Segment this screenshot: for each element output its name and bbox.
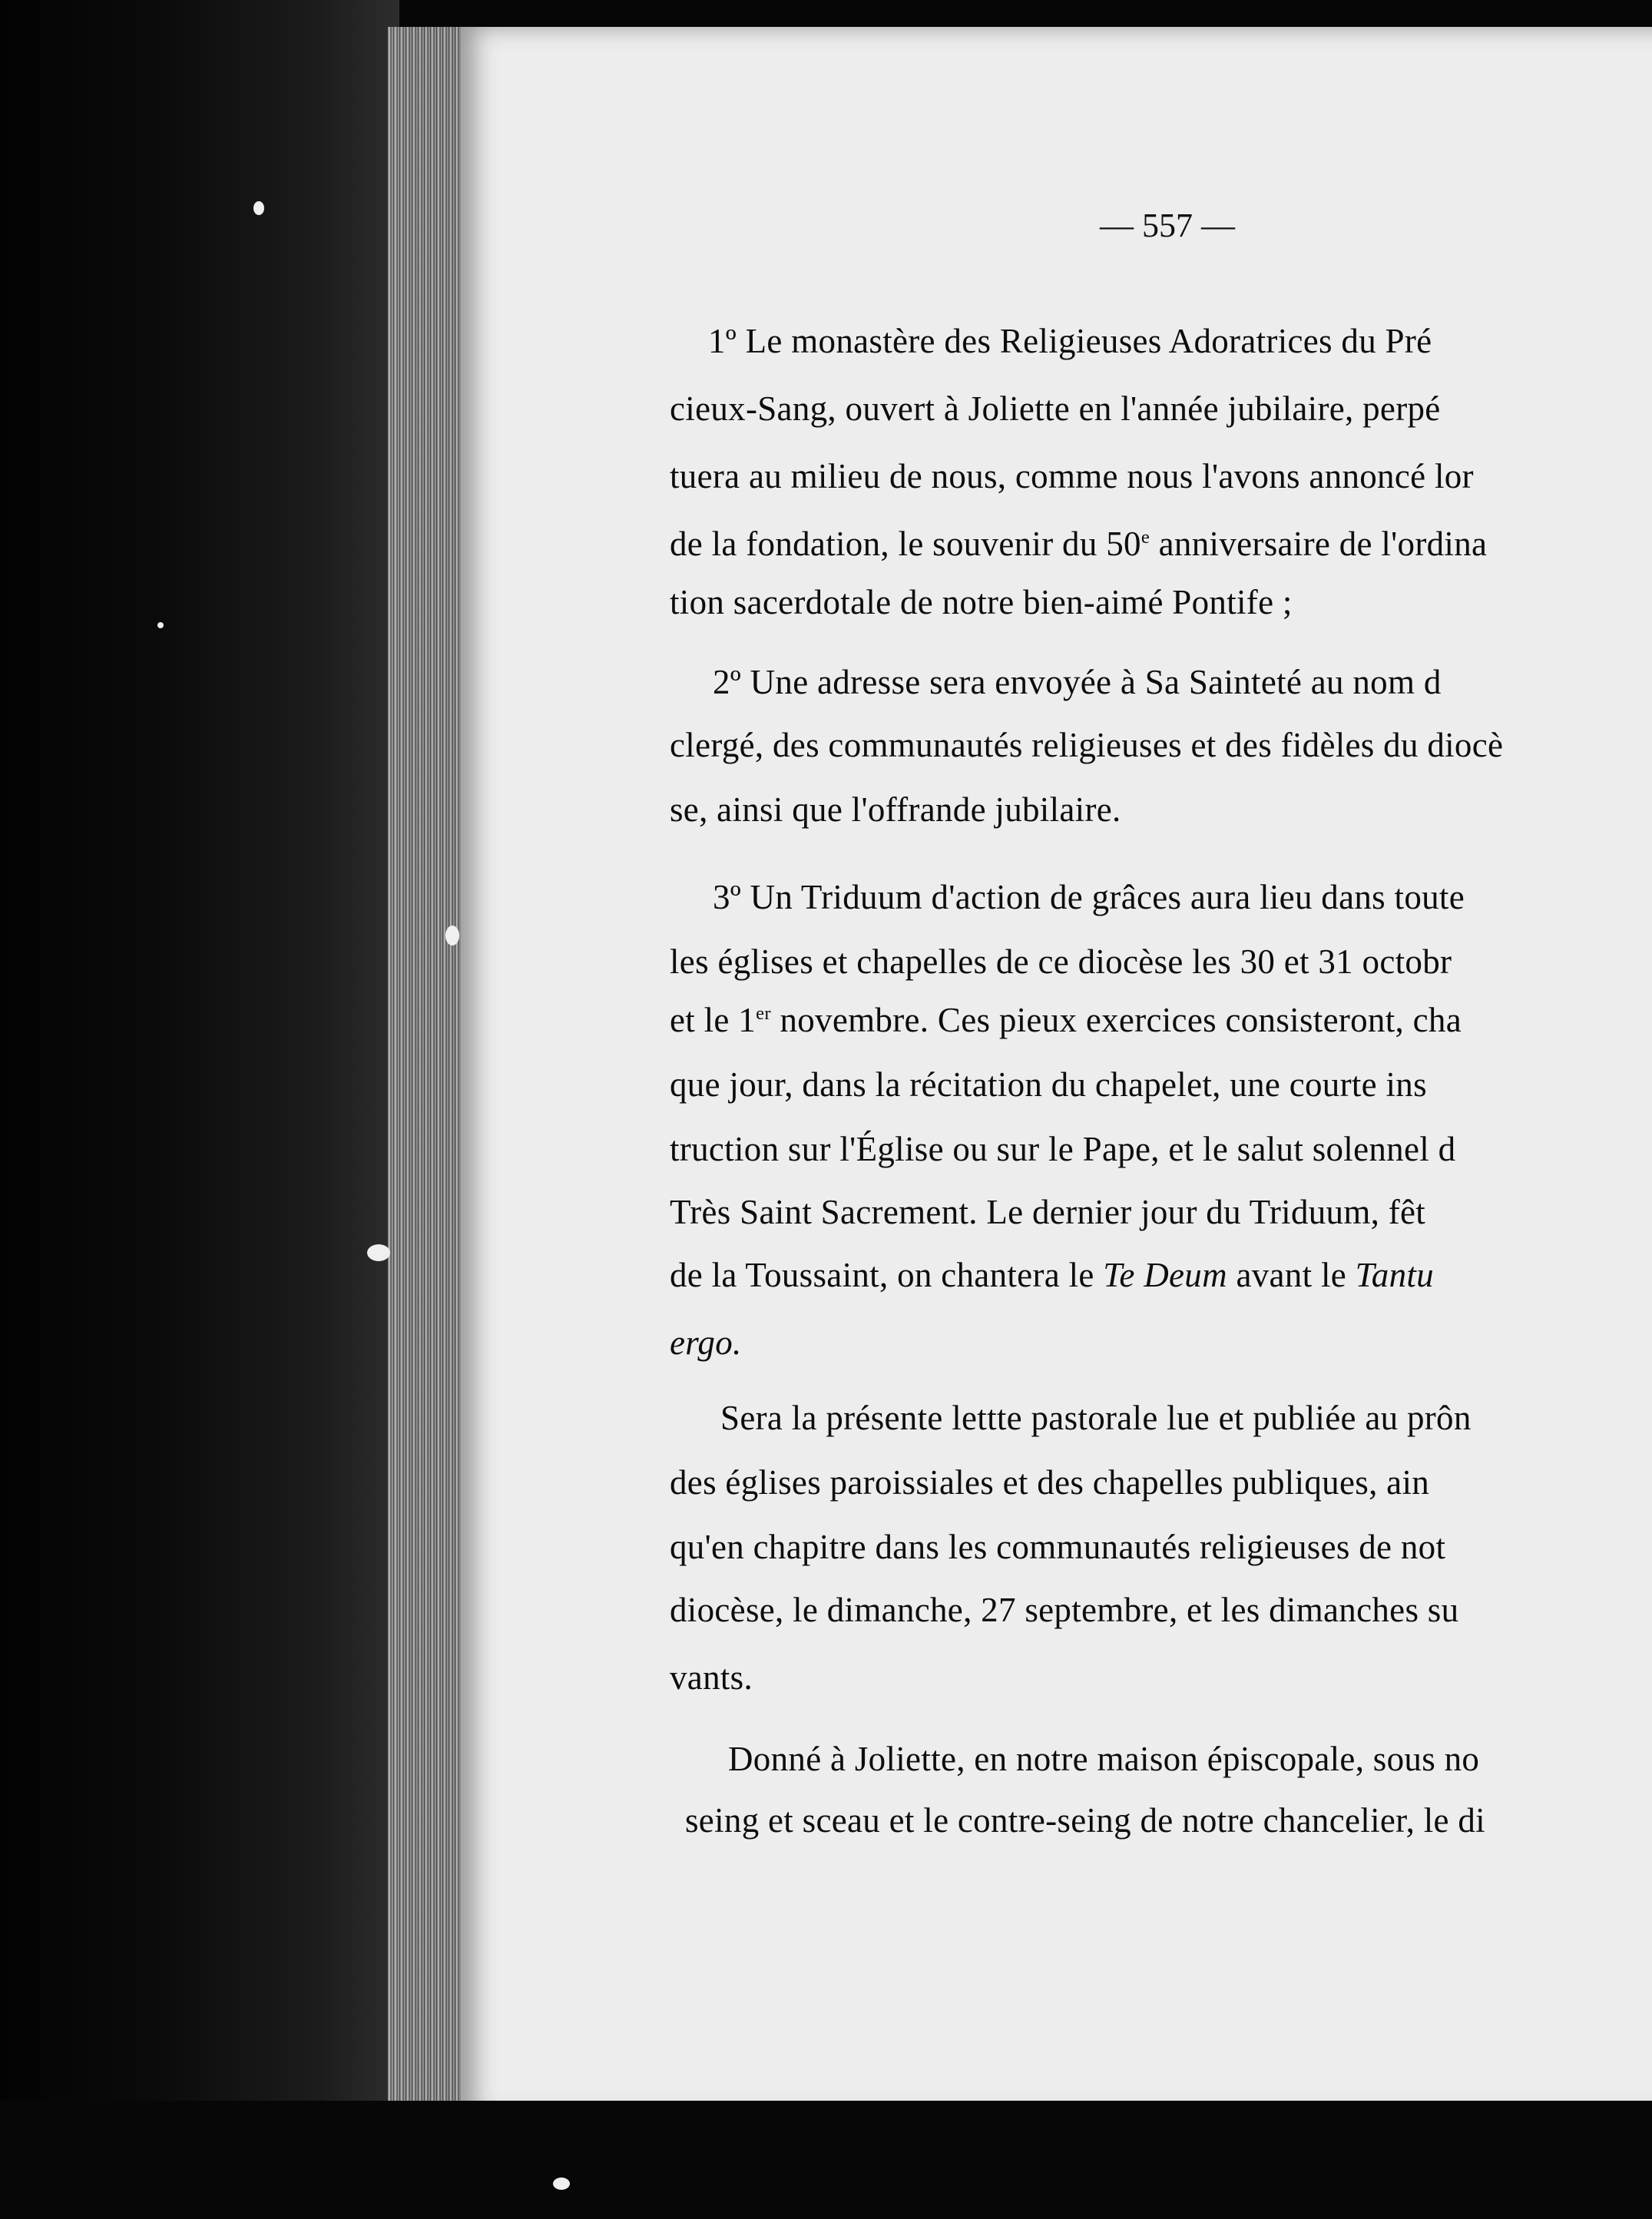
text-line: se, ainsi que l'offrande jubilaire. (670, 790, 1121, 829)
text-segment: anniversaire de l'ordina (1150, 525, 1488, 563)
superscript: e (1141, 527, 1150, 548)
text-line: Très Saint Sacrement. Le dernier jour du Triduum, fêt (670, 1193, 1426, 1231)
text-line (670, 1255, 1434, 1295)
text-segment: novembre. Ces pieux exercices consisteront, cha (770, 1001, 1462, 1039)
text-line: seing et sceau et le contre-seing de notre chancelier, le di (685, 1801, 1485, 1840)
scan-speck (553, 2178, 570, 2190)
text-line: 3º Un Triduum d'action de grâces aura lieu dans toute (713, 878, 1465, 916)
text-line: 1º Le monastère des Religieuses Adoratrices du Pré (708, 322, 1432, 360)
text-line: Donné à Joliette, en notre maison épiscopale, sous no (728, 1740, 1480, 1778)
scan-speck (445, 926, 459, 946)
text-line: 2º Une adresse sera envoyée à Sa Sainteté au nom d (713, 663, 1442, 701)
text-line: que jour, dans la récitation du chapelet, une courte ins (670, 1065, 1427, 1104)
italic-text: Te Deum (1103, 1256, 1227, 1294)
text-line (670, 524, 1487, 564)
page-edges (388, 27, 472, 2116)
italic-text: ergo. (670, 1323, 742, 1362)
text-line: les églises et chapelles de ce diocèse les 30 et 31 octobr (670, 942, 1452, 981)
text-line: des églises paroissiales et des chapelles publiques, ain (670, 1463, 1430, 1502)
text-line: qu'en chapitre dans les communautés religieuses de not (670, 1528, 1446, 1566)
book-spine-shadow (0, 0, 399, 2219)
text-line: cieux-Sang, ouvert à Joliette en l'année jubilaire, perpé (670, 389, 1441, 428)
body-text (670, 0, 1652, 2219)
text-segment: de la fondation, le souvenir du 50 (670, 525, 1141, 563)
text-line: clergé, des communautés religieuses et des fidèles du diocè (670, 726, 1504, 764)
scan-speck (253, 201, 264, 215)
text-segment: et le 1 (670, 1001, 756, 1039)
text-segment: de la Toussaint, on chantera le (670, 1256, 1104, 1294)
text-segment: avant le (1227, 1256, 1356, 1294)
text-line: tuera au milieu de nous, comme nous l'avons annoncé lor (670, 457, 1474, 495)
text-line: diocèse, le dimanche, 27 septembre, et les dimanches su (670, 1591, 1459, 1629)
text-line (670, 1000, 1462, 1040)
text-line: Sera la présente lettte pastorale lue et publiée au prôn (720, 1399, 1472, 1437)
text-line (670, 1323, 742, 1363)
text-line: truction sur l'Église ou sur le Pape, et le salut solennel d (670, 1130, 1456, 1168)
scan-speck (367, 1244, 390, 1261)
text-line: vants. (670, 1658, 753, 1697)
page-number: — 557 — (1100, 207, 1235, 244)
italic-text: Tantu (1355, 1256, 1434, 1294)
scan-speck (157, 622, 164, 628)
superscript: er (756, 1003, 771, 1024)
text-line: tion sacerdotale de notre bien-aimé Pontife ; (670, 583, 1293, 621)
